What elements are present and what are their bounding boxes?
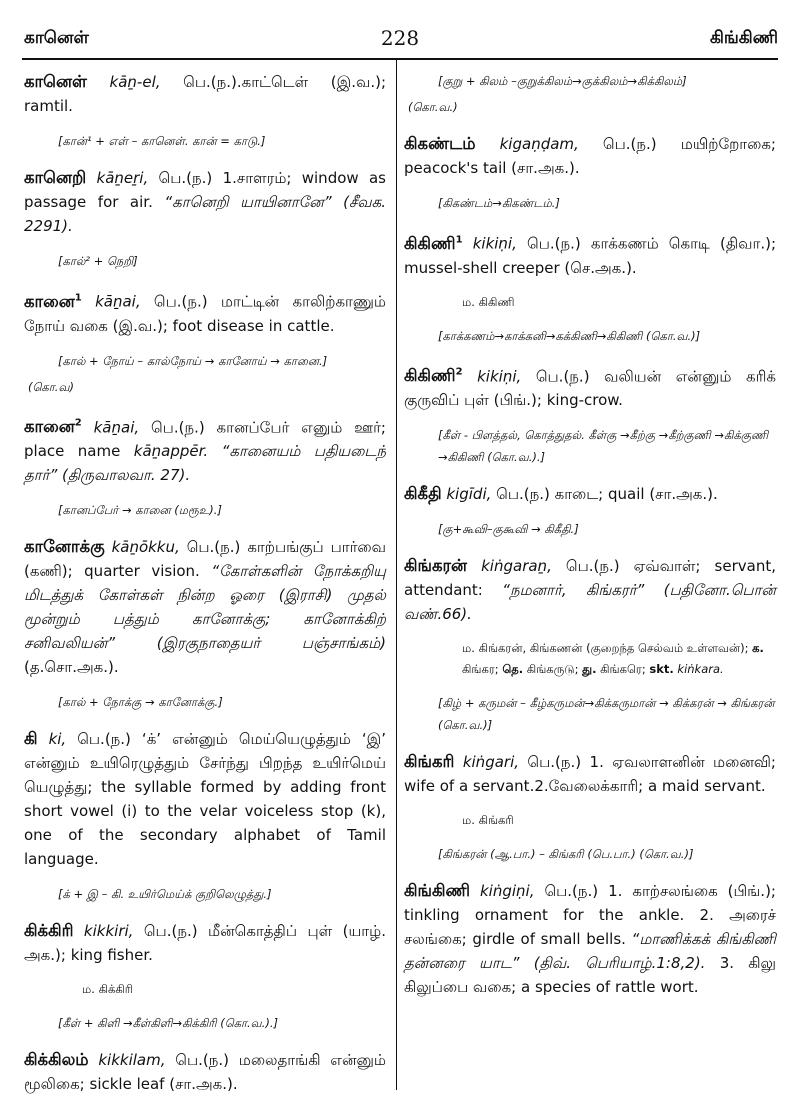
- etymology: [கால் + நோக்கு → கானோக்கு.]: [58, 695, 223, 709]
- definition: பெ.(ந.) ‘க்’ என்னும் மெய்யெழுத்தும் ‘இ’ என்னும் உயிரெழுத்தும் சேர்ந்து பிறந்த உயிர்மெய் யெழுத்து; the syllable formed by adding front short vowel (i) to the velar voiceless stop (k), one of the secondary alphabet of Tamil language.: [24, 730, 386, 868]
- source-note: (கொ.வ.): [408, 100, 458, 114]
- cognates: ம. கிகிணி: [462, 294, 515, 309]
- etymology: [காக்கணம்→காக்கனி→கக்கிணி→கிகிணி (கொ.வ.)]: [438, 328, 701, 343]
- dictionary-entry: [404, 554, 776, 626]
- definition: பெ.(ந.) 1. ஏவலாளனின் மனைவி; wife of a servant.2.வேலைக்காரி; a maid servant.: [404, 753, 776, 795]
- etymology: [குறு + கிலம் –குறுக்கிலம்→குக்கிலம்→கிக்கிலம்]: [438, 74, 687, 88]
- etymology: [கீள் - பிளத்தல், கொத்துதல். கீள்கு →கீற்கு →கீற்குணி →கிக்குணி →கிகிணி (கொ.வ.).]: [438, 428, 769, 464]
- definition: பெ.(ந.) மயிற்றோகை; peacock's tail (சா.அக.).: [404, 135, 776, 177]
- definition: 3. கிலு கிலுப்பை வகை; a species of rattle wort.: [404, 954, 776, 996]
- definition: பெ.(ந.) காடை; quail (சா.அக.).: [491, 485, 718, 503]
- transliteration: kāṉappēr.: [133, 442, 209, 460]
- dictionary-entry: [404, 132, 776, 180]
- transliteration: kāṉai,: [93, 418, 140, 436]
- definition: பெ.(ந.) மலைதாங்கி என்னும் மூலிகை; sickle leaf (சா.அக.).: [24, 1051, 386, 1093]
- citation: “கானெறி யாயினானே” (சீவக. 2291).: [24, 193, 386, 235]
- right-column: [404, 70, 776, 1011]
- headword: கிக்கிலம்: [24, 1050, 89, 1069]
- transliteration: kikiṇi,: [472, 234, 517, 253]
- headword: கிகிணி$^1$: [404, 233, 463, 253]
- definition: பெ.(ந.) மாட்டின் காலிற்காணும் நோய் வகை (இ.வ.); foot disease in cattle.: [24, 292, 386, 335]
- headword: கிக்கிரி: [24, 921, 74, 940]
- headword: கிகீதி: [404, 484, 442, 503]
- etymology: [கான்¹ + எள் – கானெள். கான் = காடு.]: [58, 134, 266, 148]
- dictionary-entry: [24, 727, 386, 871]
- transliteration: ki,: [48, 730, 67, 748]
- transliteration: kikkilam,: [98, 1051, 166, 1069]
- definition: பெ.(ந.) 1.சாளரம்; window as passage for air.: [24, 169, 386, 211]
- dictionary-entry: [404, 750, 776, 798]
- dictionary-entry: [24, 412, 386, 488]
- dictionary-entry: [24, 70, 386, 118]
- definition: பெ.(ந.) வலியன் என்னும் கரிக் குருவிப் புள் (பிங்.); king-crow.: [404, 367, 776, 409]
- dictionary-entry: [24, 286, 386, 338]
- citation: “கோள்களின் நோக்கறியு மிடத்துக் கோள்கள் நின்ற ஓரை (இராசி) முதல் மூன்றும் பத்தும் கானோக்கு; கானோக்கிற் சனிவலியன்” (இரகுநாதையர் பஞ்சாங்கம்): [24, 562, 386, 652]
- transliteration: kiṅgiṇi,: [480, 882, 535, 900]
- right-guide-word: கிங்கிணி: [709, 28, 778, 48]
- citation: “மாணிக்கக் கிங்கிணி தன்னரை யாட” (திவ். பெரியாழ்.1:8,2).: [404, 930, 776, 972]
- etymology: [கானப்பேர் → கானை (மரூஉ).]: [58, 503, 222, 517]
- etymology: [கிகண்டம்→கிகண்டம்.]: [438, 196, 560, 210]
- source-note: (கொ.வ): [28, 379, 74, 394]
- headword: கிங்கிணி: [404, 881, 471, 900]
- transliteration: kikkiri,: [83, 922, 134, 940]
- etymology: [கிங்கரன் (ஆ.பா.) – கிங்கரி (பெ.பா.) (கொ.வ.)]: [438, 847, 694, 861]
- dictionary-entry: [404, 228, 776, 280]
- etymology: [க் + இ – கி. உயிர்மெய்க் குறிலெழுத்து.]: [58, 887, 272, 901]
- etymology: [கிழ் + கருமன் – கீழ்கருமன்→கிக்கருமான் → கிக்கரன் → கிங்கரன் (கொ.வ.)]: [438, 696, 775, 732]
- headword: கிகிணி$^2$: [404, 366, 463, 385]
- dictionary-entry: [24, 1048, 386, 1096]
- transliteration: kāṉōkku,: [111, 538, 180, 556]
- definition: பெ.(ந.) ஏவ்வாள்; servant, attendant:: [404, 557, 776, 599]
- headword: கானை$^1$: [24, 291, 82, 311]
- transliteration: kiṅgari,: [462, 753, 520, 771]
- header-rule: [22, 58, 778, 60]
- definition: பெ.(ந.) மீன்கொத்திப் புள் (யாழ். அக.); king fisher.: [24, 922, 386, 964]
- left-column: [24, 70, 386, 1108]
- source-note: (த.சொ.அக.).: [24, 658, 119, 676]
- transliteration: kikiṇi,: [477, 367, 522, 385]
- headword: கானெறி: [24, 168, 87, 187]
- dictionary-entry: [404, 482, 776, 506]
- etymology: [கு+கூவி–குகூவி → கிகீதி.]: [438, 522, 579, 536]
- page-header: [0, 0, 800, 58]
- headword: கானெள்: [24, 72, 87, 91]
- headword: கானோக்கு: [24, 537, 105, 556]
- dictionary-entry: [24, 166, 386, 238]
- headword: கிகண்டம்: [404, 134, 476, 153]
- transliteration: kiṅgaraṉ,: [481, 557, 552, 575]
- column-divider: [396, 60, 397, 1090]
- citation: “நமனார், கிங்கரர்” (பதினோ.பொன் வண்.66).: [404, 581, 776, 623]
- dictionary-entry: [404, 361, 776, 413]
- dictionary-entry: [24, 535, 386, 679]
- transliteration: kigaṇḍam,: [499, 135, 579, 153]
- etymology: [கால்² + நெறி]: [58, 254, 138, 268]
- headword: கிங்கரன்: [404, 556, 468, 575]
- cognates: ம. கிக்கிரி: [82, 982, 134, 996]
- left-guide-word: கானெள்: [24, 28, 89, 48]
- definition: பெ.(ந.) காக்கணம் கொடி (திவா.); mussel-shell creeper (செ.அக.).: [404, 234, 776, 277]
- definition: பெ.(ந.) காற்பங்குப் பார்வை (கணி); quarter vision.: [24, 538, 386, 580]
- headword: கி: [24, 729, 38, 748]
- citation: “கானையம் பதியடைந் தார்” (திருவாலவா. 27).: [24, 442, 386, 484]
- cognates: ம. கிங்கரன், கிங்கணன் (குறைந்த செல்வம் உள்ளவன்); க. கிங்கர; தெ. கிங்கருடு; து. கிங்கரெ; skt. kiṅkara.: [462, 641, 764, 676]
- definition: பெ.(ந.).காட்டெள் (இ.வ.); ramtil.: [24, 73, 386, 115]
- dictionary-entry: [24, 919, 386, 967]
- etymology: [கால் + நோய் – கால்நோய் → கானோய் → கானை.]: [58, 353, 328, 368]
- definition: பெ.(ந.) 1. காற்சலங்கை (பிங்.); tinkling ornament for the ankle. 2. அரைச் சலங்கை; girdle of small bells.: [404, 882, 776, 948]
- transliteration: kigīdi,: [446, 485, 492, 503]
- definition: பெ.(ந.) கானப்பேர் எனும் ஊர்; place name: [24, 418, 386, 460]
- transliteration: kāṉ-el,: [109, 73, 161, 91]
- etymology: [கீள் + கிளி →கீள்கிளி→கிக்கிரி (கொ.வ.).]: [58, 1016, 278, 1030]
- page-number: 228: [380, 26, 420, 50]
- cognates: ம. கிங்கரி: [462, 813, 514, 827]
- transliteration: kāṉeṟi,: [96, 169, 149, 187]
- transliteration: kāṉai,: [95, 292, 141, 311]
- dictionary-entry: [404, 879, 776, 999]
- headword: கானை$^2$: [24, 417, 82, 436]
- headword: கிங்கரி: [404, 752, 455, 771]
